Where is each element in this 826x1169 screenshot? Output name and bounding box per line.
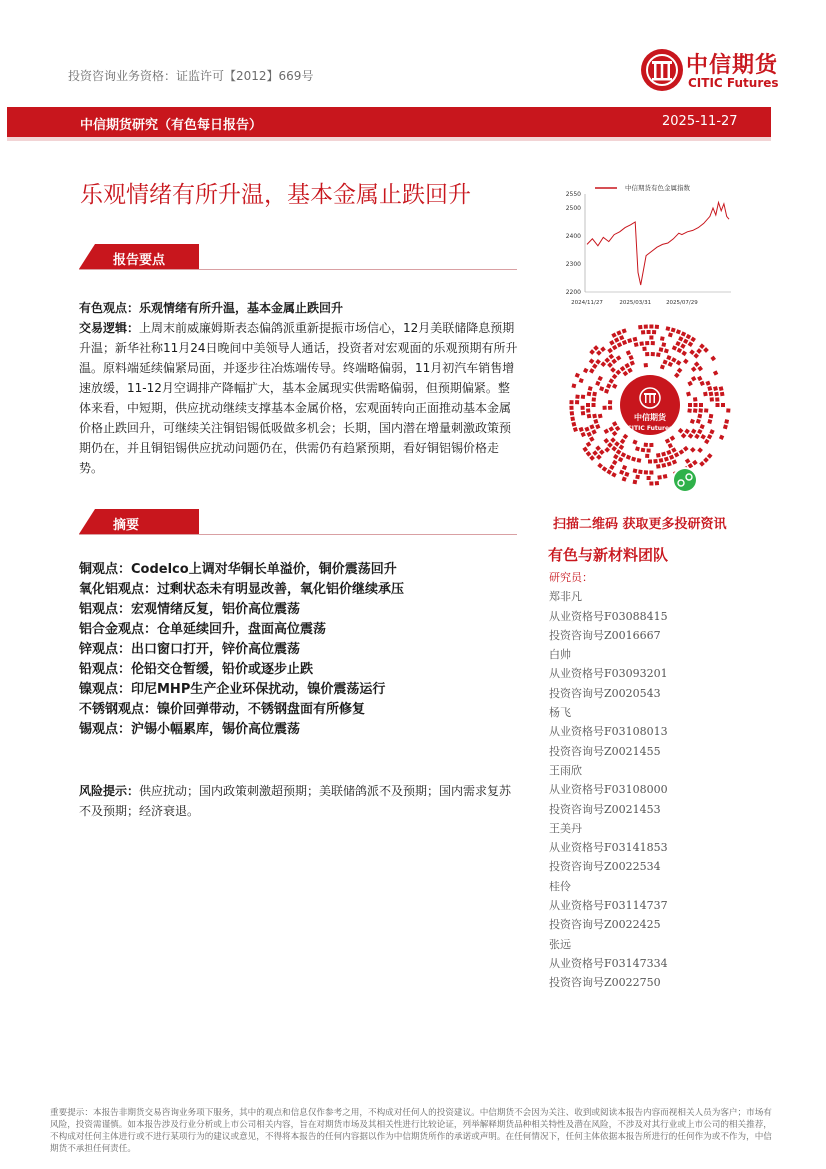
list-item: 镍观点：印尼MHP生产企业环保扰动，镍价震荡运行 [79,682,386,697]
x-tick-label: 2025/03/31 [619,300,652,306]
disclaimer: 重要提示：本报告非期货交易咨询业务项下服务，其中的观点和信息仅作参考之用，不构成对任何人的投资建议。中信期货不会因为关注、收到或阅读本报告内容而视相关人员为客户；市场有风险，投资需谨慎。如本报告涉及行业分析或上市公司相关内容，旨在对期货市场及其相关性进行比较论证，列举解释期货品种相关特性及潜在风险，不涉及对其行业或上市公司的相关推荐，不构成对任何主体进行或不进行某项行为的建议或意见，不得将本报告的任何内容据以作为中信期货所作的承诺或声明。在任何情况下，任何主体依据本报告所进行的任何作为或不作为，中信期货不承担任何责任。 [50,1108,772,1154]
qr-code-image [565,320,735,500]
miniprogram-icon [674,469,696,491]
list-item: 铜观点：Codelco上调对华铜长单溢价，铜价震荡回升 [79,562,397,577]
report-title: 乐观情绪有所升温，基本金属止跌回升 [80,182,471,208]
analyst-line: 投资咨询号Z0021455 [549,744,661,758]
list-item: 铝合金观点：仓单延续回升，盘面高位震荡 [79,622,327,637]
analyst-line: 从业资格号F03141853 [549,841,668,855]
analyst-line: 投资咨询号Z0022750 [549,976,661,990]
license-text: 投资咨询业务资格：证监许可【2012】669号 [68,69,314,83]
analyst-line: 投资咨询号Z0022534 [549,860,661,874]
list-item: 锌观点：出口窗口打开，锌价高位震荡 [79,642,301,657]
qr-caption: 扫描二维码 获取更多投研资讯 [553,517,727,532]
analyst-line: 投资咨询号Z0022425 [549,918,661,932]
x-tick-labels [571,300,698,306]
list-item: 锡观点：沪锡小幅累库，锡价高位震荡 [79,722,301,737]
qr-center-en: CITIC Futures [627,425,673,432]
logic-label: 交易逻辑： [79,321,140,335]
analyst-line: 从业资格号F03114737 [549,899,668,913]
analyst-line: 从业资格号F03108000 [549,783,668,797]
analyst-line: 从业资格号F03108013 [549,725,668,739]
analyst-line: 从业资格号F03147334 [549,956,668,970]
analyst-line: 郑非凡 [549,590,582,604]
analyst-line: 杨飞 [549,706,571,720]
analyst-line: 从业资格号F03093201 [549,667,668,681]
report-banner [7,107,771,137]
section-tab-label: 报告要点 [79,244,199,269]
key-points-body [79,298,519,478]
analyst-line: 王雨欣 [549,763,582,777]
logic-paragraph [79,318,519,478]
logic-text: 上周末前威廉姆斯表态偏鸽派重新提振市场信心，12月美联储降息预期升温；新华社称11月24日晚间中美领导人通话，投资者对宏观面的乐观预期有所升温。原料端延续偏紧局面，并逐步往冶炼端传导。终端略偏弱，11月初汽车销售增速放缓，11-12月空调排产降幅扩大，基本金属现实供需略偏弱，但预期偏紧。整体来看，中短期，供应扰动继续支撑基本金属价格，宏观面转向正面推动基本金属价格止跌回升，可继续关注铜铝锡低吸做多机会；长期，国内潜在增量刺激政策预期仍在，并且铜铝锡供应扰动问题仍在，供需仍有趋紧预期，看好铜铝锡价格走势。 [79,321,518,475]
qr-center-cn: 中信期货 [634,413,666,422]
analyst-line: 从业资格号F03088415 [549,609,668,623]
legend-label: 中信期货有色金属指数 [625,184,690,192]
team-name: 有色与新材料团队 [548,546,669,564]
chart-canvas [553,180,743,312]
y-tick-label: 2300 [565,261,581,268]
view-line [79,298,519,318]
analyst-line: 张远 [549,937,571,951]
section-header-key-points [79,244,517,270]
series-line [587,202,729,285]
y-tick-label: 2400 [565,233,581,240]
report-date: 2025-11-27 [662,114,738,129]
citic-logo [640,46,805,96]
analyst-line: 投资咨询号Z0021453 [549,802,661,816]
analyst-line: 投资咨询号Z0020543 [549,686,661,700]
analyst-line: 白帅 [549,648,571,662]
y-tick-label: 2550 [565,191,581,198]
list-item: 氧化铝观点：过剩状态未有明显改善，氧化铝价继续承压 [79,582,405,597]
view-label: 有色观点： [79,301,140,315]
banner-shadow [7,137,771,141]
analyst-role: 研究员： [549,571,593,584]
section-header-summary [79,509,517,535]
y-tick-label: 2500 [565,205,581,212]
section-tab-label: 摘要 [79,509,199,534]
analyst-list [549,568,668,993]
view-text: 乐观情绪有所升温，基本金属止跌回升 [139,301,344,315]
y-tick-label: 2200 [565,289,581,296]
metal-views-list [79,560,519,740]
risk-warning [79,781,519,821]
list-item: 铅观点：伦铅交仓暂缓，铅价或逐步止跌 [79,662,314,677]
logo-name-cn: 中信期货 [686,53,779,78]
list-item: 不锈钢观点：镍价回弹带动，不锈钢盘面有所修复 [79,702,366,717]
logo-name-en: CITIC Futures [688,76,779,90]
metal-index-chart [553,180,743,312]
risk-label: 风险提示： [79,784,140,798]
x-tick-label: 2025/07/29 [666,300,698,306]
citic-emblem-icon [640,48,684,92]
list-item: 铝观点：宏观情绪反复，铝价高位震荡 [79,602,301,617]
y-tick-labels [566,191,581,296]
x-tick-label: 2024/11/27 [571,300,603,306]
analyst-line: 王美丹 [549,821,582,835]
risk-text: 供应扰动；国内政策刺激超预期；美联储鸽派不及预期；国内需求复苏不及预期；经济衰退。 [79,784,512,818]
analyst-line: 投资咨询号Z0016667 [549,628,661,642]
analyst-line: 桂伶 [549,879,571,893]
report-series: 中信期货研究（有色每日报告） [80,118,263,133]
qr-code[interactable] [565,320,735,500]
